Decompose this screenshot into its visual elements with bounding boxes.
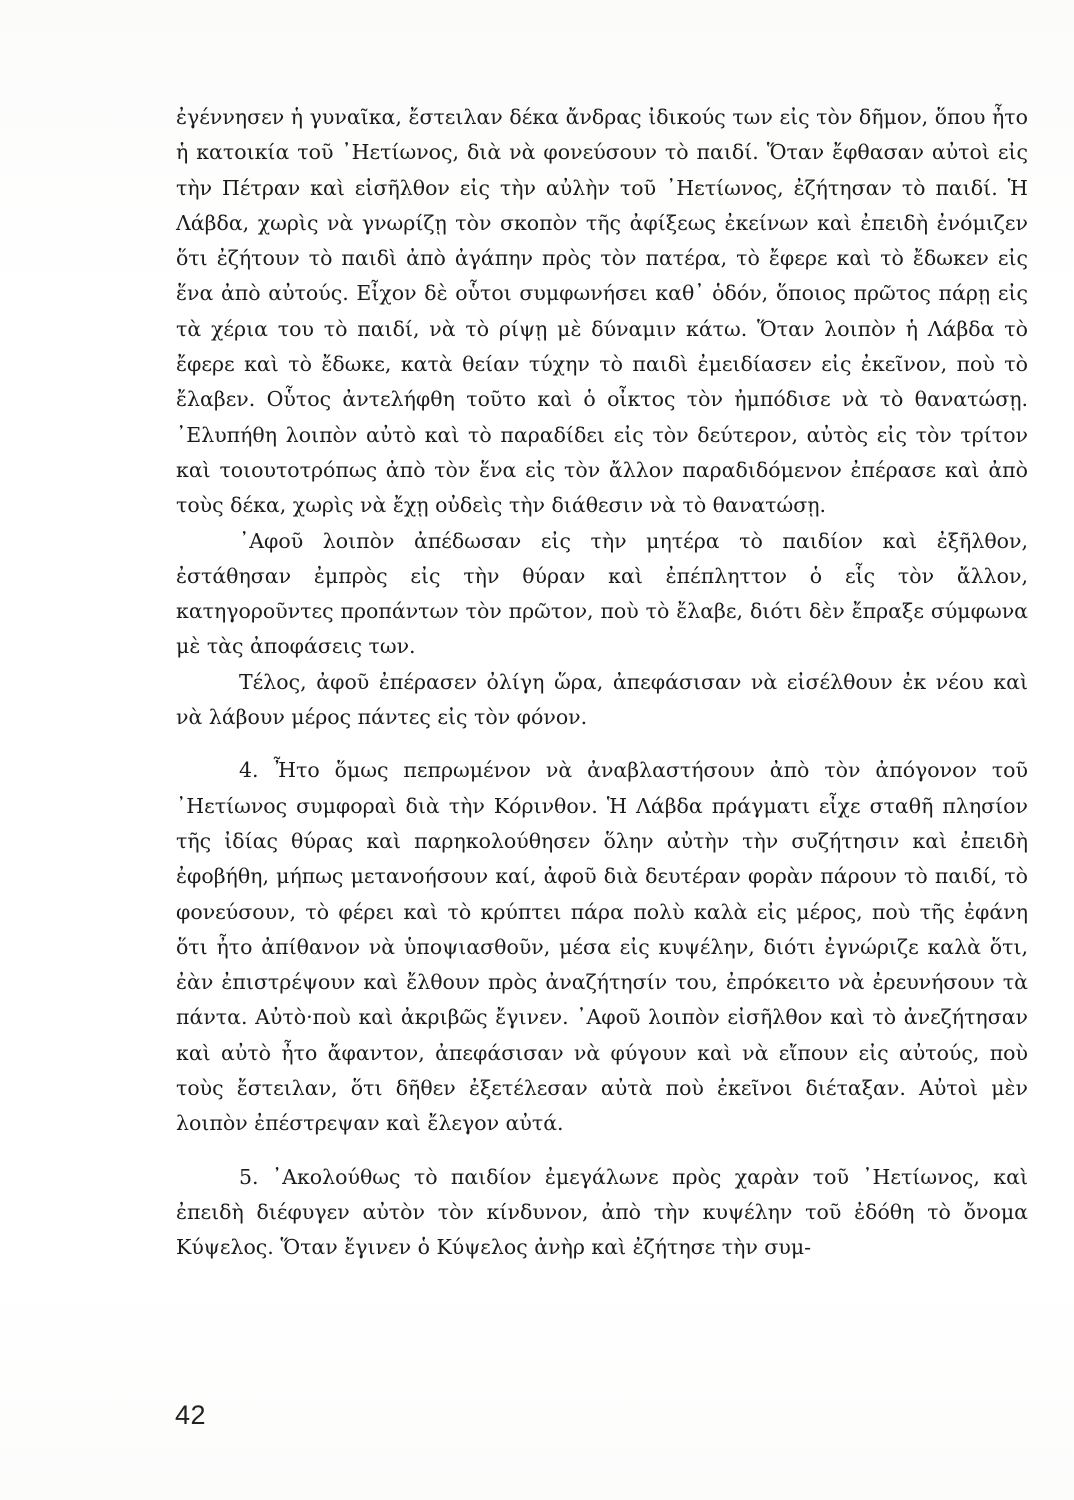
paragraph: Τέλος, ἀφοῦ ἐπέρασεν ὀλίγη ὥρα, ἀπεφάσισαν νὰ εἰσέλθουν ἐκ νέου καὶ νὰ λάβουν μέρος πάντες εἰς τὸν φόνον. bbox=[176, 669, 1028, 730]
section-4-paragraph: 4. Ἦτο ὅμως πεπρωμένον νὰ ἀναβλαστήσουν ἀπὸ τὸν ἀπόγονον τοῦ ᾿Ηετίωνος συμφοραὶ διὰ τὴν Κόρινθον. Ἡ Λάβδα πράγματι εἶχε σταθῆ πλησίον τῆς ἰδίας θύρας καὶ παρηκολούθησεν ὅλην αὐτὴν τὴν συζήτησιν καὶ ἐπειδὴ ἐφοβήθη, μήπως μετανοήσουν καί, ἀφοῦ διὰ δευτέραν φορὰν πάρουν τὸ παιδί, τὸ φονεύσουν, τὸ φέρει καὶ τὸ κρύπτει πάρα πολὺ καλὰ εἰς μέρος, ποὺ τῆς ἐφάνη ὅτι ἦτο ἀπίθανον νὰ ὑποψιασθοῦν, μέσα εἰς κυψέλην, διότι ἐγνώριζε καλὰ ὅτι, ἐὰν ἐπιστρέψουν καὶ ἔλθουν πρὸς ἀναζήτησίν του, ἐπρόκειτο νὰ ἐρευνήσουν τὰ πάντα. Αὐτὸ·ποὺ καὶ ἀκριβῶς ἔγινεν. ᾿Αφοῦ λοιπὸν εἰσῆλθον καὶ τὸ ἀνεζήτησαν καὶ αὐτὸ ἦτο ἄφαντον, ἀπεφάσισαν νὰ φύγουν καὶ νὰ εἴπουν εἰς αὐτούς, ποὺ τοὺς ἔστειλαν, ὅτι δῆθεν ἐξετέλεσαν αὐτὰ ποὺ ἐκεῖνοι διέταξαν. Αὐτοὶ μὲν λοιπὸν ἐπέστρεψαν καὶ ἔλεγον αὐτά. bbox=[176, 758, 1028, 1136]
body-text bbox=[176, 100, 1028, 1266]
page-number: 42 bbox=[175, 1400, 207, 1430]
section-5-paragraph: 5. ᾿Ακολούθως τὸ παιδίον ἐμεγάλωνε πρὸς χαρὰν τοῦ ᾿Ηετίωνος, καὶ ἐπειδὴ διέφυγεν αὐτὸν τὸν κίνδυνον, ἀπὸ τὴν κυψέλην τοῦ ἐδόθη τὸ ὄνομα Κύψελος. Ὅταν ἔγινεν ὁ Κύψελος ἀνὴρ καὶ ἐζήτησε τὴν συμ- bbox=[176, 1164, 1028, 1260]
paragraph: ᾿Αφοῦ λοιπὸν ἀπέδωσαν εἰς τὴν μητέρα τὸ παιδίον καὶ ἐξῆλθον, ἐστάθησαν ἐμπρὸς εἰς τὴν θύραν καὶ ἐπέπληττον ὁ εἷς τὸν ἄλλον, κατηγοροῦντες προπάντων τὸν πρῶτον, ποὺ τὸ ἔλαβε, διότι δὲν ἔπραξε σύμφωνα μὲ τὰς ἀποφάσεις των. bbox=[176, 528, 1028, 659]
paragraph-continuation: ἐγέννησεν ἡ γυναῖκα, ἔστειλαν δέκα ἄνδρας ἰδικούς των εἰς τὸν δῆμον, ὅπου ἦτο ἡ κατοικία τοῦ ᾿Ηετίωνος, διὰ νὰ φονεύσουν τὸ παιδί. Ὅταν ἔφθασαν αὐτοὶ εἰς τὴν Πέτραν καὶ εἰσῆλθον εἰς τὴν αὐλὴν τοῦ ᾿Ηετίωνος, ἐζήτησαν τὸ παιδί. Ἡ Λάβδα, χωρὶς νὰ γνωρίζῃ τὸν σκοπὸν τῆς ἀφίξεως ἐκείνων καὶ ἐπειδὴ ἐνόμιζεν ὅτι ἐζήτουν τὸ παιδὶ ἀπὸ ἀγάπην πρὸς τὸν πατέρα, τὸ ἔφερε καὶ τὸ ἔδωκεν εἰς ἕνα ἀπὸ αὐτούς. Εἶχον δὲ οὗτοι συμφωνήσει καθ᾿ ὁδόν, ὅποιος πρῶτος πάρῃ εἰς τὰ χέρια του τὸ παιδί, νὰ τὸ ρίψῃ μὲ δύναμιν κάτω. Ὅταν λοιπὸν ἡ Λάβδα τὸ ἔφερε καὶ τὸ ἔδωκε, κατὰ θείαν τύχην τὸ παιδὶ ἐμειδίασεν εἰς ἐκεῖνον, ποὺ τὸ ἔλαβεν. Οὗτος ἀντελήφθη τοῦτο καὶ ὁ οἶκτος τὸν ἠμπόδισε νὰ τὸ θανατώσῃ. ᾿Ελυπήθη λοιπὸν αὐτὸ καὶ τὸ παραδίδει εἰς τὸν δεύτερον, αὐτὸς εἰς τὸν τρίτον καὶ τοιουτοτρόπως ἀπὸ τὸν ἕνα εἰς τὸν ἄλλον παραδιδόμενον ἐπέρασε καὶ ἀπὸ τοὺς δέκα, χωρὶς νὰ ἔχῃ οὐδεὶς τὴν διάθεσιν νὰ τὸ θανατώσῃ. bbox=[176, 105, 1028, 518]
